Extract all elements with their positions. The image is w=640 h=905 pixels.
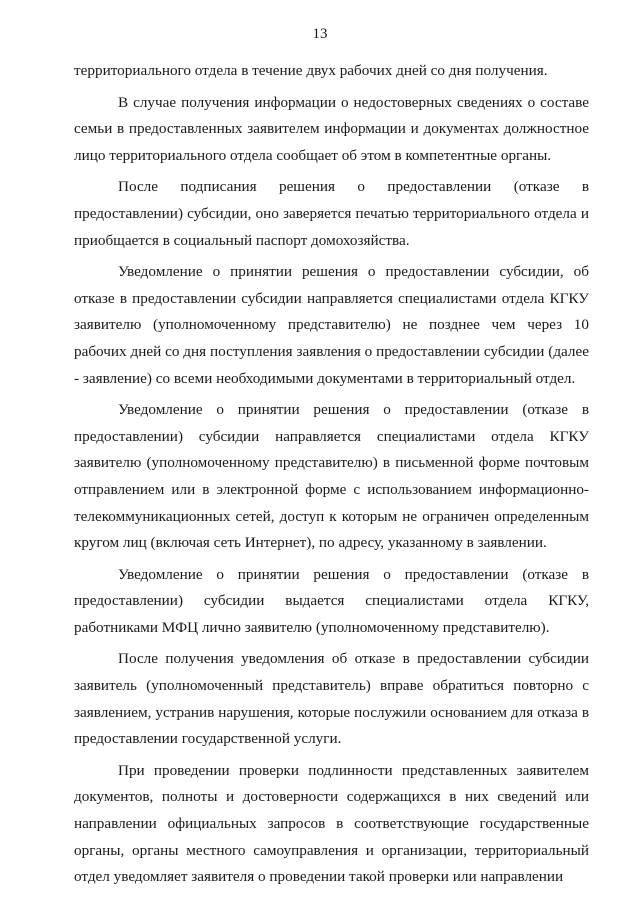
paragraph-notification-deadline: Уведомление о принятии решения о предоставлении субсидии, об отказе в предоставлении субсидии направляется специалистами отдела КГКУ заявителю (уполномоченному представителю) не позднее чем через 10 рабочих дней со дня поступления заявления о предоставлении субсидии (далее - заявление) со всеми необходимыми документами в территориальный отдел. — [74, 263, 589, 387]
paragraph-continuation: территориального отдела в течение двух рабочих дней со дня получения. — [74, 62, 548, 79]
page-number: 13 — [312, 26, 328, 42]
paragraph-notification-delivery: Уведомление о принятии решения о предоставлении (отказе в предоставлении) субсидии направляется специалистами отдела КГКУ заявителю (уполномоченному представителю) в письменной форме почтовым отправлением или в электронной форме с использованием информационно-телекоммуникационных сетей, доступ к которым не ограничен определенным кругом лиц (включая сеть Интернет), по адресу, указанному в заявлении. — [74, 401, 589, 552]
paragraph-family-info: В случае получения информации о недостоверных сведениях о составе семьи в предоставленных заявителем информации и документах должностное лицо территориального отдела сообщает об этом в компетентные органы. — [74, 93, 589, 164]
paragraph-decision-seal: После подписания решения о предоставлении (отказе в предоставлении) субсидии, оно заверяется печатью территориального отдела и приобщается в социальный паспорт домохозяйства. — [74, 178, 589, 249]
paragraph-verification: При проведении проверки подлинности представленных заявителем документов, полноты и достоверности содержащихся в них сведений или направлении официальных запросов в соответствующие государственные органы, органы местного самоуправления и организации, территориальный отдел уведомляет заявителя о проведении такой проверки или направлении — [74, 761, 589, 886]
paragraph-repeat-application: После получения уведомления об отказе в предоставлении субсидии заявитель (уполномоченный представитель) вправе обратиться повторно с заявлением, устранив нарушения, которые послужили основанием для отказа в предоставлении государственной услуги. — [74, 650, 589, 748]
body-text — [74, 58, 589, 896]
paragraph-notification-in-person: Уведомление о принятии решения о предоставлении (отказе в предоставлении) субсидии выдается специалистами отдела КГКУ, работниками МФЦ лично заявителю (уполномоченному представителю). — [74, 565, 589, 636]
